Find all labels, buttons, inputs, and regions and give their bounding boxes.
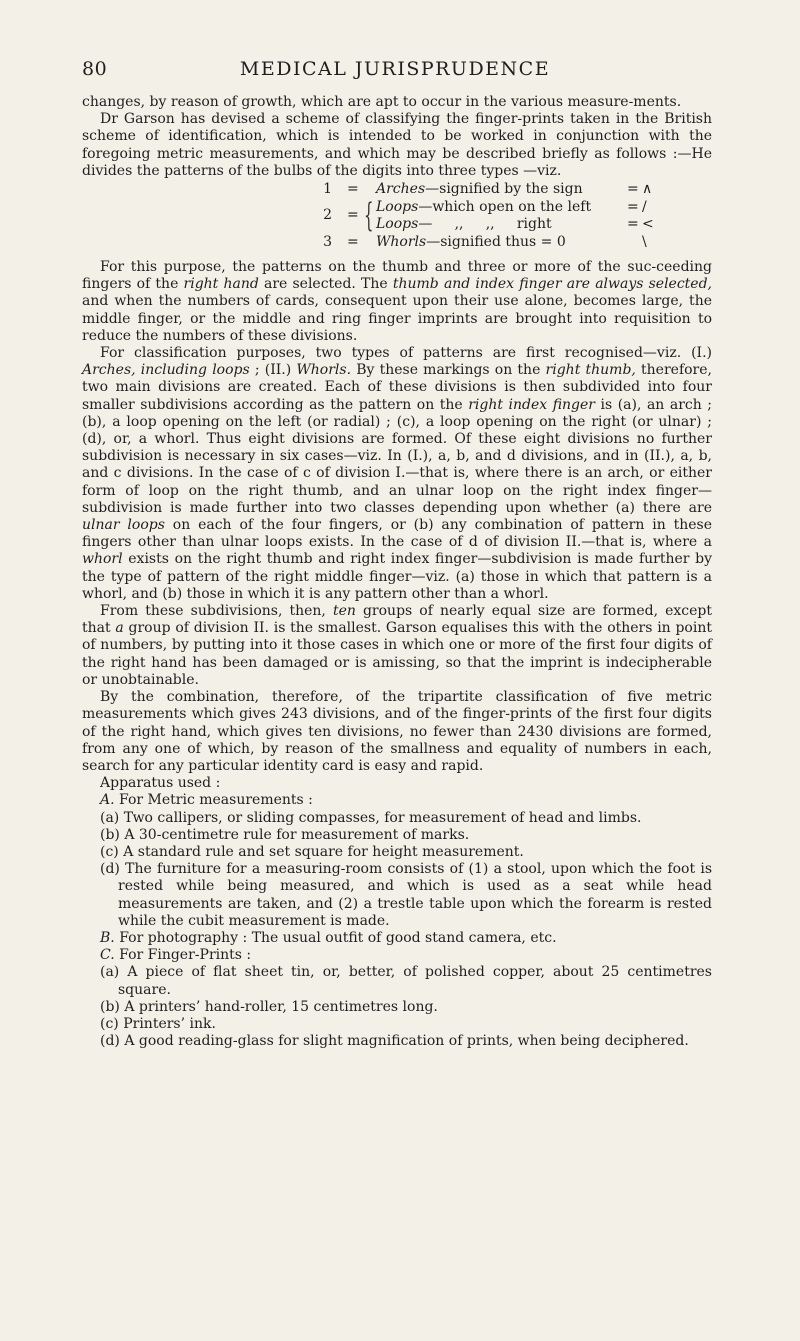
type-name: Arches	[376, 181, 426, 198]
type-name: Loops	[376, 216, 419, 233]
equals-sign: =	[347, 233, 359, 250]
page-header	[82, 58, 708, 82]
pattern-types-table	[82, 181, 712, 253]
equals-sign: =	[627, 181, 639, 198]
type-number: 3	[323, 233, 332, 250]
list-item: (c) A standard rule and set square for height measurement.	[100, 843, 524, 860]
paragraph-subdivisions: From these subdivisions, then, ten groups of nearly equal size are formed, except that a group of division II. is the smallest. Garson equalises this with the others in point of numbers, by putting into it those cases in which one or more of the first four digits of the right hand has been damaged or is amissing, so that the imprint is indecipherable or unobtainable.	[82, 603, 713, 688]
list-item: (b) A 30-centimetre rule for measurement of marks.	[100, 826, 470, 843]
paragraph-continued: changes, by reason of growth, which are apt to occur in the various measure-ments.	[82, 94, 682, 110]
right-loop-sign-icon: <	[642, 216, 654, 233]
type-name: Whorls	[376, 233, 427, 250]
list-item: (c) Printers’ ink.	[100, 1015, 216, 1032]
section-b-photography: B. For photography : The usual outfit of good stand camera, etc.	[100, 929, 557, 946]
section-a-metric: A. For Metric measurements :	[100, 792, 313, 809]
type-number: 1	[323, 181, 332, 198]
type-row-loops-left	[82, 198, 712, 223]
list-item: (a) A piece of flat sheet tin, or, better, of polished copper, about 25 centimetres square.	[100, 964, 712, 998]
curly-brace-icon: {	[364, 195, 374, 235]
whorl-sign-icon: \	[642, 233, 647, 250]
page-body	[82, 94, 712, 1050]
section-c-finger-prints: C. For Finger-Prints :	[100, 947, 252, 964]
paragraph-garson-scheme: Dr Garson has devised a scheme of classifying the finger-prints taken in the British scheme of identification, which is intended to be worked in conjunction with the foregoing metric measurements, and which may be described briefly as follows :—He divides the patterns of the bulbs of the digits into three types —viz.	[82, 111, 712, 179]
paragraph-combination: By the combination, therefore, of the tripartite classification of five metric measurements which gives 243 divisions, and of the finger-prints of the first four digits of the right hand, which gives ten divisions, no fewer than 2430 divisions are formed, from any one of which, by reason of the smallness and equality of numbers in each, search for any particular identity card is easy and rapid.	[82, 689, 712, 774]
type-description: — ,, ,, right	[418, 216, 552, 233]
type-description: —signified thus = 0	[426, 233, 566, 250]
type-row-loops-right	[82, 216, 712, 234]
type-row-whorls	[82, 234, 712, 252]
type-name: Loops	[376, 198, 419, 215]
list-item: (d) A good reading-glass for slight magnification of prints, when being deciphered.	[100, 1033, 689, 1050]
equals-sign: =	[627, 216, 639, 233]
page-number: 80	[82, 58, 108, 80]
type-row-arches	[82, 181, 712, 199]
equals-sign: =	[347, 181, 359, 198]
list-item: (b) A printers’ hand-roller, 15 centimetres long.	[100, 998, 438, 1015]
equals-sign: =	[627, 198, 639, 215]
paragraph-classification: For classification purposes, two types of patterns are first recognised—viz. (I.) Arches, including loops ; (II.) Whorls. By these markings on the right thumb, therefore, two main divisions are created. Each of these divisions is then subdivided into four smaller subdivisions according as the pattern on the right index finger is (a), an arch ; (b), a loop opening on the left (or radial) ; (c), a loop opening on the right (or ulnar) ; (d), or, a whorl. Thus eight divisions are formed. Of these eight divisions no further subdivision is necessary in six cases—viz. In (I.), a, b, and d divisions, and in (II.), a, b, and c divisions. In the case of c of division I.—that is, where there is an arch, or either form of loop on the right thumb, and an ulnar loop on the right index finger—subdivision is made further into two classes depending upon whether (a) there are ulnar loops on each of the four fingers, or (b) any combination of pattern in these fingers other than ulnar loops exists. In the case of d of division II.—that is, where a whorl exists on the right thumb and right index finger—subdivision is made further by the type of pattern of the right middle finger—viz. (a) those in which that pattern is a whorl, and (b) those in which it is any pattern other than a whorl.	[82, 345, 712, 602]
type-number: 2	[323, 206, 332, 223]
list-item: (d) The furniture for a measuring-room consists of (1) a stool, upon which the foot is rested while being measured, and which is used as a seat while head measurements are taken, and (2) a trestle table upon which the forearm is rested while the cubit measurement is made.	[100, 861, 712, 929]
arch-sign-icon: ∧	[642, 181, 653, 198]
type-description: —signified by the sign	[425, 181, 583, 198]
paragraph-purpose: For this purpose, the patterns on the thumb and three or more of the suc-ceeding fingers of the right hand are selected. The thumb and index finger are always selected, and when the numbers of cards, consequent upon their use alone, becomes large, the middle finger, or the middle and ring finger imprints are brought into requisition to reduce the numbers of these divisions.	[82, 259, 713, 344]
type-description: —which open on the left	[418, 198, 592, 215]
equals-sign: =	[347, 206, 359, 223]
apparatus-heading: Apparatus used :	[100, 775, 221, 792]
list-item: (a) Two callipers, or sliding compasses, for measurement of head and limbs.	[100, 809, 642, 826]
running-title: MEDICAL JURISPRUDENCE	[239, 58, 551, 80]
left-loop-sign-icon: /	[642, 198, 647, 215]
